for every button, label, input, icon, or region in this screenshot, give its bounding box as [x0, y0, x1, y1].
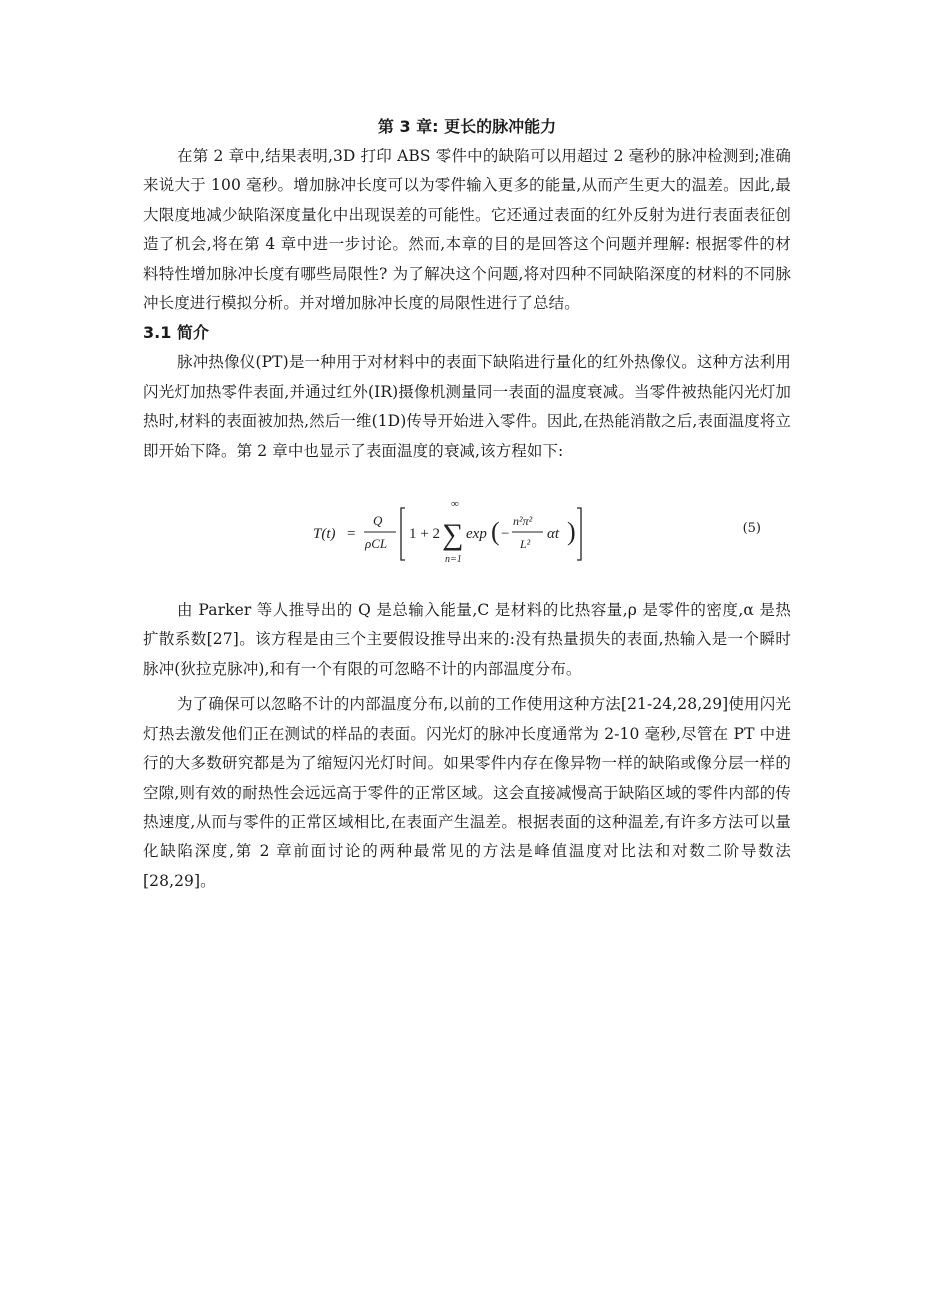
eq-frac-num: Q — [373, 513, 383, 529]
eq-inner-den: L² — [520, 537, 531, 552]
section-paragraph-2: 由 Parker 等人推导出的 Q 是总输入能量,C 是材料的比热容量,ρ 是零件的密度,α 是热扩散系数[27]。该方程是由三个主要假设推导出来的:没有热量损失的表面,热输入是一个瞬时脉冲(狄拉克脉冲),和有一个有限的可忽略不计的内部温度分布。 — [143, 601, 791, 678]
eq-lhs: T(t) — [313, 526, 336, 543]
eq-inner-num: n²π² — [513, 514, 533, 529]
chapter-title: 第 3 章: 更长的脉冲能力 — [377, 117, 557, 136]
eq-exp: exp — [466, 526, 487, 543]
document-page — [143, 112, 791, 896]
eq-minus: − — [501, 526, 510, 543]
eq-left-bracket — [401, 508, 405, 560]
intro-paragraph: 在第 2 章中,结果表明,3D 打印 ABS 零件中的缺陷可以用超过 2 毫秒的脉冲检测到;准确来说大于 100 毫秒。增加脉冲长度可以为零件输入更多的能量,从而产生更大的温差。因此,最大限度地减少缺陷深度量化中出现误差的可能性。它还通过表面的红外反射为进行表面表征创造了机会,将在第 4 章中进一步讨论。然而,本章的目的是回答这个问题并理解: 根据零件的材料特性增加脉冲长度有哪些局限性? 为了解决这个问题,将对四种不同缺陷深度的材料的不同脉冲长度进行模拟分析。并对增加脉冲长度的局限性进行了总结。 — [143, 147, 791, 313]
equation-block — [143, 494, 791, 572]
eq-sum-bottom: n=1 — [445, 554, 462, 566]
section-paragraph-1: 脉冲热像仪(PT)是一种用于对材料中的表面下缺陷进行量化的红外热像仪。这种方法利用闪光灯加热零件表面,并通过红外(IR)摄像机测量同一表面的温度衰减。当零件被热能闪光灯加热时,材料的表面被加热,然后一维(1D)传导开始进入零件。因此,在热能消散之后,表面温度将立即开始下降。第 2 章中也显示了表面温度的衰减,该方程如下: — [143, 353, 791, 460]
eq-right-bracket — [577, 508, 581, 560]
eq-equals: = — [347, 526, 356, 543]
eq-sigma: ∑ — [442, 518, 464, 552]
eq-frac-den: ρCL — [365, 536, 388, 552]
eq-right-paren: ) — [567, 517, 576, 547]
equation-number: (5) — [742, 521, 761, 537]
equation-formula — [313, 494, 613, 572]
eq-one-plus-two: 1 + 2 — [409, 526, 440, 543]
eq-sum-top: ∞ — [451, 498, 459, 511]
eq-left-paren: ( — [491, 517, 500, 547]
section-paragraph-3: 为了确保可以忽略不计的内部温度分布,以前的工作使用这种方法[21-24,28,29]使用闪光灯热去激发他们正在测试的样品的表面。闪光灯的脉冲长度通常为 2-10 毫秒,尽管在 PT 中进行的大多数研究都是为了缩短闪光灯时间。如果零件内存在像异物一样的缺陷或像分层一样的空隙,则有效的耐热性会远远高于零件的正常区域。这会直接减慢高于缺陷区域的零件内部的传热速度,从而与零件的正常区域相比,在表面产生温差。根据表面的这种温差,有许多方法可以量化缺陷深度,第 2 章前面讨论的两种最常见的方法是峰值温度对比法和对数二阶导数法[28,29]。 — [143, 695, 791, 890]
section-heading: 3.1 简介 — [143, 323, 209, 343]
eq-alpha-t: αt — [547, 526, 560, 543]
